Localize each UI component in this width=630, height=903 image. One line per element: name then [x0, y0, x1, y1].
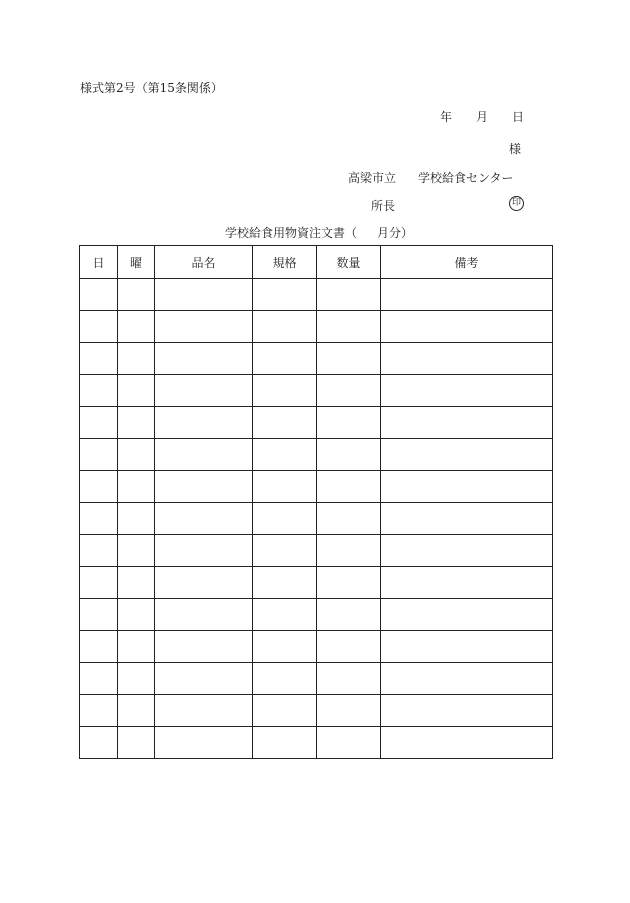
cell-spec[interactable] [253, 503, 317, 535]
cell-day[interactable] [80, 311, 118, 343]
issuer-title: 所長 [371, 199, 396, 213]
cell-item-name[interactable] [155, 407, 253, 439]
table-row [80, 311, 553, 343]
cell-remarks[interactable] [381, 727, 553, 759]
cell-day[interactable] [80, 375, 118, 407]
table-row [80, 535, 553, 567]
cell-weekday[interactable] [118, 279, 155, 311]
cell-item-name[interactable] [155, 311, 253, 343]
table-header-row [80, 246, 553, 279]
date-year-label: 年 [440, 110, 453, 124]
cell-item-name[interactable] [155, 535, 253, 567]
cell-spec[interactable] [253, 535, 317, 567]
table-row [80, 343, 553, 375]
cell-quantity[interactable] [317, 343, 381, 375]
cell-weekday[interactable] [118, 439, 155, 471]
table-row [80, 471, 553, 503]
cell-quantity[interactable] [317, 727, 381, 759]
date-month-label: 月 [476, 110, 489, 124]
cell-spec[interactable] [253, 599, 317, 631]
table-row [80, 279, 553, 311]
cell-quantity[interactable] [317, 279, 381, 311]
cell-remarks[interactable] [381, 599, 553, 631]
table-row [80, 439, 553, 471]
cell-spec[interactable] [253, 279, 317, 311]
cell-quantity[interactable] [317, 535, 381, 567]
cell-day[interactable] [80, 727, 118, 759]
cell-quantity[interactable] [317, 311, 381, 343]
cell-day[interactable] [80, 503, 118, 535]
cell-spec[interactable] [253, 375, 317, 407]
cell-item-name[interactable] [155, 439, 253, 471]
cell-item-name[interactable] [155, 375, 253, 407]
cell-spec[interactable] [253, 407, 317, 439]
form-number: 様式第2号（第15条関係） [80, 81, 223, 95]
cell-weekday[interactable] [118, 599, 155, 631]
table-row [80, 503, 553, 535]
cell-weekday[interactable] [118, 407, 155, 439]
cell-quantity[interactable] [317, 375, 381, 407]
cell-day[interactable] [80, 599, 118, 631]
cell-quantity[interactable] [317, 567, 381, 599]
cell-weekday[interactable] [118, 567, 155, 599]
cell-spec[interactable] [253, 311, 317, 343]
order-table-body [80, 279, 553, 759]
cell-day[interactable] [80, 439, 118, 471]
cell-quantity[interactable] [317, 631, 381, 663]
cell-quantity[interactable] [317, 407, 381, 439]
document-title [225, 226, 413, 240]
cell-day[interactable] [80, 663, 118, 695]
cell-spec[interactable] [253, 663, 317, 695]
cell-item-name[interactable] [155, 279, 253, 311]
cell-spec[interactable] [253, 631, 317, 663]
cell-item-name[interactable] [155, 727, 253, 759]
cell-spec[interactable] [253, 727, 317, 759]
cell-remarks[interactable] [381, 663, 553, 695]
cell-day[interactable] [80, 695, 118, 727]
cell-item-name[interactable] [155, 631, 253, 663]
issuer-city: 高梁市立 [348, 171, 397, 185]
cell-day[interactable] [80, 567, 118, 599]
column-header-spec: 規格 [253, 246, 317, 279]
cell-day[interactable] [80, 407, 118, 439]
cell-quantity[interactable] [317, 599, 381, 631]
cell-remarks[interactable] [381, 631, 553, 663]
cell-day[interactable] [80, 631, 118, 663]
cell-item-name[interactable] [155, 343, 253, 375]
cell-weekday[interactable] [118, 503, 155, 535]
cell-weekday[interactable] [118, 727, 155, 759]
seal-stamp: 印 [509, 196, 524, 211]
cell-remarks[interactable] [381, 279, 553, 311]
column-header-quantity: 数量 [317, 246, 381, 279]
cell-weekday[interactable] [118, 695, 155, 727]
cell-spec[interactable] [253, 695, 317, 727]
cell-remarks[interactable] [381, 535, 553, 567]
cell-weekday[interactable] [118, 375, 155, 407]
order-table [79, 245, 553, 759]
cell-spec[interactable] [253, 439, 317, 471]
issuer-organization [348, 171, 514, 185]
cell-item-name[interactable] [155, 663, 253, 695]
cell-weekday[interactable] [118, 663, 155, 695]
table-row [80, 727, 553, 759]
cell-quantity[interactable] [317, 663, 381, 695]
addressee-honorific: 様 [509, 142, 522, 156]
cell-weekday[interactable] [118, 471, 155, 503]
issuer-name: 学校給食センター [418, 171, 514, 185]
date-day-label: 日 [512, 110, 525, 124]
cell-remarks[interactable] [381, 311, 553, 343]
cell-weekday[interactable] [118, 631, 155, 663]
column-header-remarks: 備考 [381, 246, 553, 279]
table-row [80, 631, 553, 663]
cell-remarks[interactable] [381, 471, 553, 503]
cell-item-name[interactable] [155, 471, 253, 503]
cell-item-name[interactable] [155, 503, 253, 535]
cell-item-name[interactable] [155, 599, 253, 631]
column-header-item-name: 品名 [155, 246, 253, 279]
table-row [80, 567, 553, 599]
cell-spec[interactable] [253, 343, 317, 375]
cell-quantity[interactable] [317, 695, 381, 727]
cell-weekday[interactable] [118, 311, 155, 343]
document-title-prefix: 学校給食用物資注文書（ [225, 226, 358, 240]
cell-day[interactable] [80, 343, 118, 375]
cell-weekday[interactable] [118, 343, 155, 375]
cell-quantity[interactable] [317, 471, 381, 503]
cell-remarks[interactable] [381, 695, 553, 727]
cell-remarks[interactable] [381, 407, 553, 439]
cell-spec[interactable] [253, 471, 317, 503]
cell-day[interactable] [80, 471, 118, 503]
cell-spec[interactable] [253, 567, 317, 599]
cell-quantity[interactable] [317, 503, 381, 535]
cell-remarks[interactable] [381, 343, 553, 375]
table-row [80, 695, 553, 727]
table-row [80, 407, 553, 439]
column-header-day: 日 [80, 246, 118, 279]
cell-quantity[interactable] [317, 439, 381, 471]
cell-remarks[interactable] [381, 375, 553, 407]
table-row [80, 375, 553, 407]
column-header-weekday: 曜 [118, 246, 155, 279]
cell-weekday[interactable] [118, 535, 155, 567]
cell-item-name[interactable] [155, 695, 253, 727]
cell-day[interactable] [80, 535, 118, 567]
table-row [80, 599, 553, 631]
cell-remarks[interactable] [381, 439, 553, 471]
table-row [80, 663, 553, 695]
document-title-suffix: 月分） [377, 226, 414, 240]
cell-day[interactable] [80, 279, 118, 311]
cell-remarks[interactable] [381, 503, 553, 535]
cell-item-name[interactable] [155, 567, 253, 599]
cell-remarks[interactable] [381, 567, 553, 599]
